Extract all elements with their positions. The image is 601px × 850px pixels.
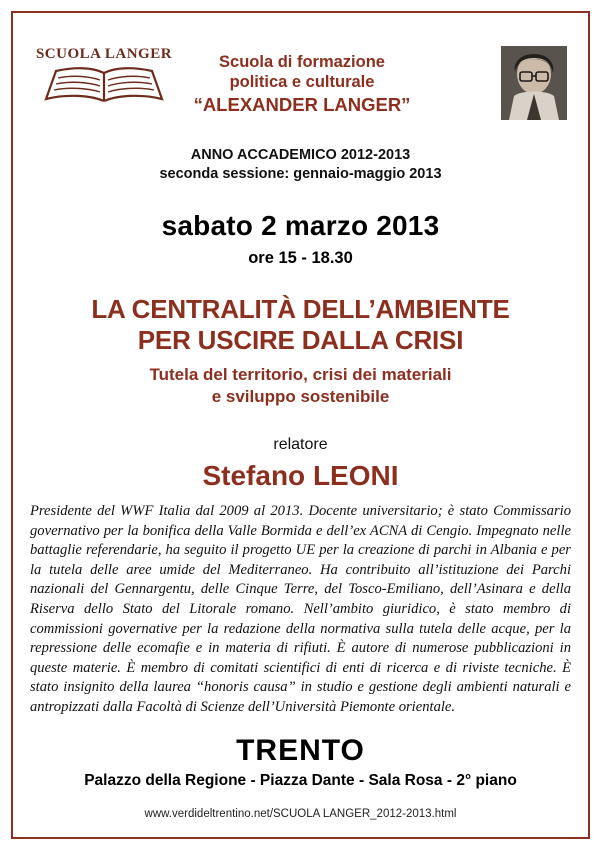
event-time: ore 15 - 18.30: [248, 249, 353, 267]
academic-year: ANNO ACCADEMICO 2012-2013: [190, 147, 411, 163]
event-title-line-2: PER USCIRE DALLA CRISI: [137, 325, 464, 355]
school-name: “ALEXANDER LANGER”: [193, 94, 411, 115]
scuola-langer-logo: [34, 46, 174, 112]
logo-text: SCUOLA LANGER: [35, 46, 173, 62]
alexander-langer-portrait: [501, 46, 567, 120]
event-title: [26, 294, 575, 356]
poster-content: [26, 26, 575, 824]
event-subtitle-line-1: Tutela del territorio, crisi dei materiali: [149, 365, 452, 384]
poster-header: [26, 26, 575, 142]
event-subtitle-line-2: e sviluppo sostenibile: [211, 387, 390, 406]
footer-url[interactable]: www.verdideltrentino.net/SCUOLA LANGER_2012-2013.html: [144, 807, 457, 820]
academic-year-block: [26, 146, 575, 184]
venue-address: Palazzo della Regione - Piazza Dante - Sala Rosa - 2° piano: [84, 771, 517, 789]
event-title-line-1: LA CENTRALITÀ DELL’AMBIENTE: [91, 294, 510, 324]
speaker-bio: Presidente del WWF Italia dal 2009 al 2013. Docente universitario; è stato Commissario governativo per la bonifica della Valle Bormida e dell’ex ACNA di Cengio. Impegnato nelle battaglie referendarie, ha seguito il progetto UE per la creazione di parchi in Albania e per la tutela delle aree umide del Mediterraneo. Ha contribuito all’istituzione dei Parchi nazionali del Gennargentu, delle Cinque Terre, del Tosco-Emiliano, dell’Asinara e della Riserva dello Stato del Litorale romano. Nell’ambito giuridico, è stato membro di commissioni governative per la redazione della normativa sulla tutela delle acque, per la repressione delle ecomafie e in materia di rifiuti. È autore di numerose pubblicazioni in queste materie. È membro di comitati scientifici di enti di ricerca e di riviste tecniche. È stato insignito della laurea “honoris causa” in studio e gestione degli ambienti naturali e antropizzati dalla Facoltà di Scienze dell’Università Piemonte orientale.: [30, 503, 571, 715]
academic-session: seconda sessione: gennaio-maggio 2013: [159, 166, 442, 182]
open-book-icon: [34, 65, 174, 105]
school-title-block: [172, 52, 432, 116]
school-line-2: politica e culturale: [229, 73, 375, 91]
speaker-role: relatore: [273, 436, 328, 453]
event-date: sabato 2 marzo 2013: [161, 210, 440, 241]
venue-city: TRENTO: [236, 733, 365, 767]
speaker-name: Stefano LEONI: [202, 460, 399, 491]
event-subtitle: [26, 364, 575, 408]
school-line-1: Scuola di formazione: [219, 53, 385, 71]
